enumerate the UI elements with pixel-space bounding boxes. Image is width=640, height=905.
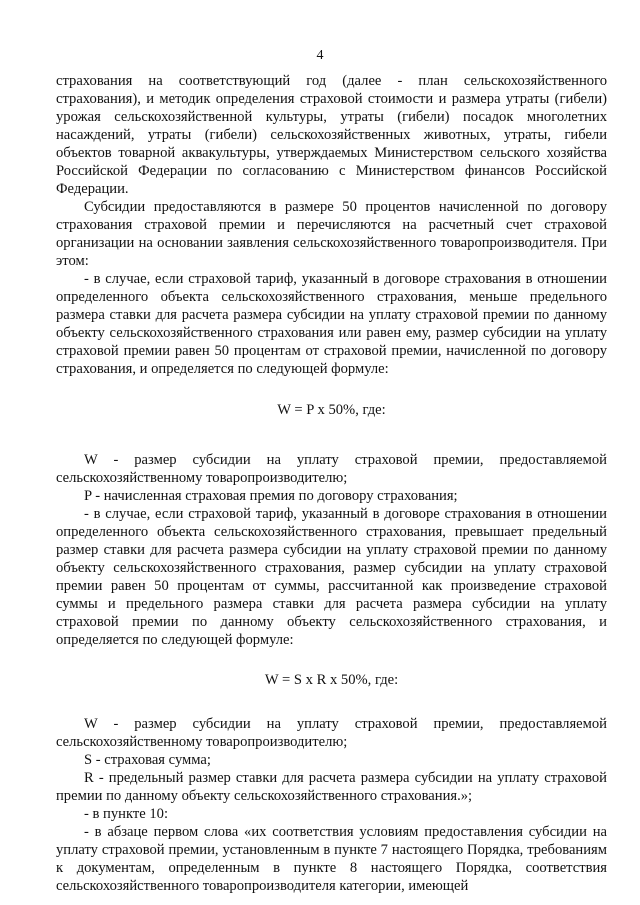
definition-w-2: W - размер субсидии на уплату страховой премии, предоставляемой сельскохозяйственному товаропроизводителю;	[56, 716, 607, 750]
definition-p: P - начисленная страховая премия по договору страхования;	[84, 488, 458, 504]
amendment-point-10: - в пункте 10:	[84, 806, 169, 822]
amendment-first-paragraph: - в абзаце первом слова «их соответствия условиям предоставления субсидии на уплату страховой премии, установленным в пункте 7 настоящего Порядка, требованиям к документам, определенным в пункте 8 настоящего Порядка, соответствия сельскохозяйственного товаропроизводителя категории, имеющей	[56, 824, 607, 894]
paragraph-case-tariff-below-limit: - в случае, если страховой тариф, указанный в договоре страхования в отношении определенного объекта сельскохозяйственного страхования, меньше предельного размера ставки для расчета размера субсидии на уплату страховой премии по данному объекту сельскохозяйственного страхования или равен ему, размер субсидии на уплату страховой премии равен 50 процентам от страховой премии, начисленной по договору страхования, и определяется по следующей формуле:	[56, 271, 607, 377]
definition-s: S - страховая сумма;	[84, 752, 211, 768]
formula-w-equals-p: W = P x 50%, где:	[277, 402, 386, 418]
paragraph-case-tariff-above-limit: - в случае, если страховой тариф, указанный в договоре страхования в отношении определенного объекта сельскохозяйственного страхования, превышает предельный размер ставки для расчета размера субсидии на уплату страховой премии по данному объекту сельскохозяйственного страхования, размер субсидии на уплату страховой премии равен 50 процентам от суммы, рассчитанной как произведение страховой суммы и предельного размера ставки для расчета размера субсидии на уплату страховой премии по данному объекту сельскохозяйственного страхования, и определяется по следующей формуле:	[56, 506, 607, 648]
formula-w-equals-s-r: W = S x R x 50%, где:	[264, 672, 399, 688]
definition-r: R - предельный размер ставки для расчета размера субсидии на уплату страховой премии по данному объекту сельскохозяйственного страхования.»;	[56, 770, 607, 804]
definition-w: W - размер субсидии на уплату страховой премии, предоставляемой сельскохозяйственному товаропроизводителю;	[56, 452, 607, 486]
paragraph-continuation: страхования на соответствующий год (далее - план сельскохозяйственного страхования), и методик определения страховой стоимости и размера утраты (гибели) урожая сельскохозяйственной культуры, утраты (гибели) посадок многолетних насаждений, утраты (гибели) сельскохозяйственных животных, утраты, гибели объектов товарной аквакультуры, утверждаемых Министерством сельского хозяйства Российской Федерации по согласованию с Министерством финансов Российской Федерации.	[56, 73, 607, 197]
paragraph-subsidy-amount: Субсидии предоставляются в размере 50 процентов начисленной по договору страхования страховой премии и перечисляются на расчетный счет страховой организации на основании заявления сельскохозяйственного товаропроизводителя. При этом:	[56, 199, 607, 269]
document-body	[56, 72, 607, 895]
page-number: 4	[316, 48, 324, 63]
